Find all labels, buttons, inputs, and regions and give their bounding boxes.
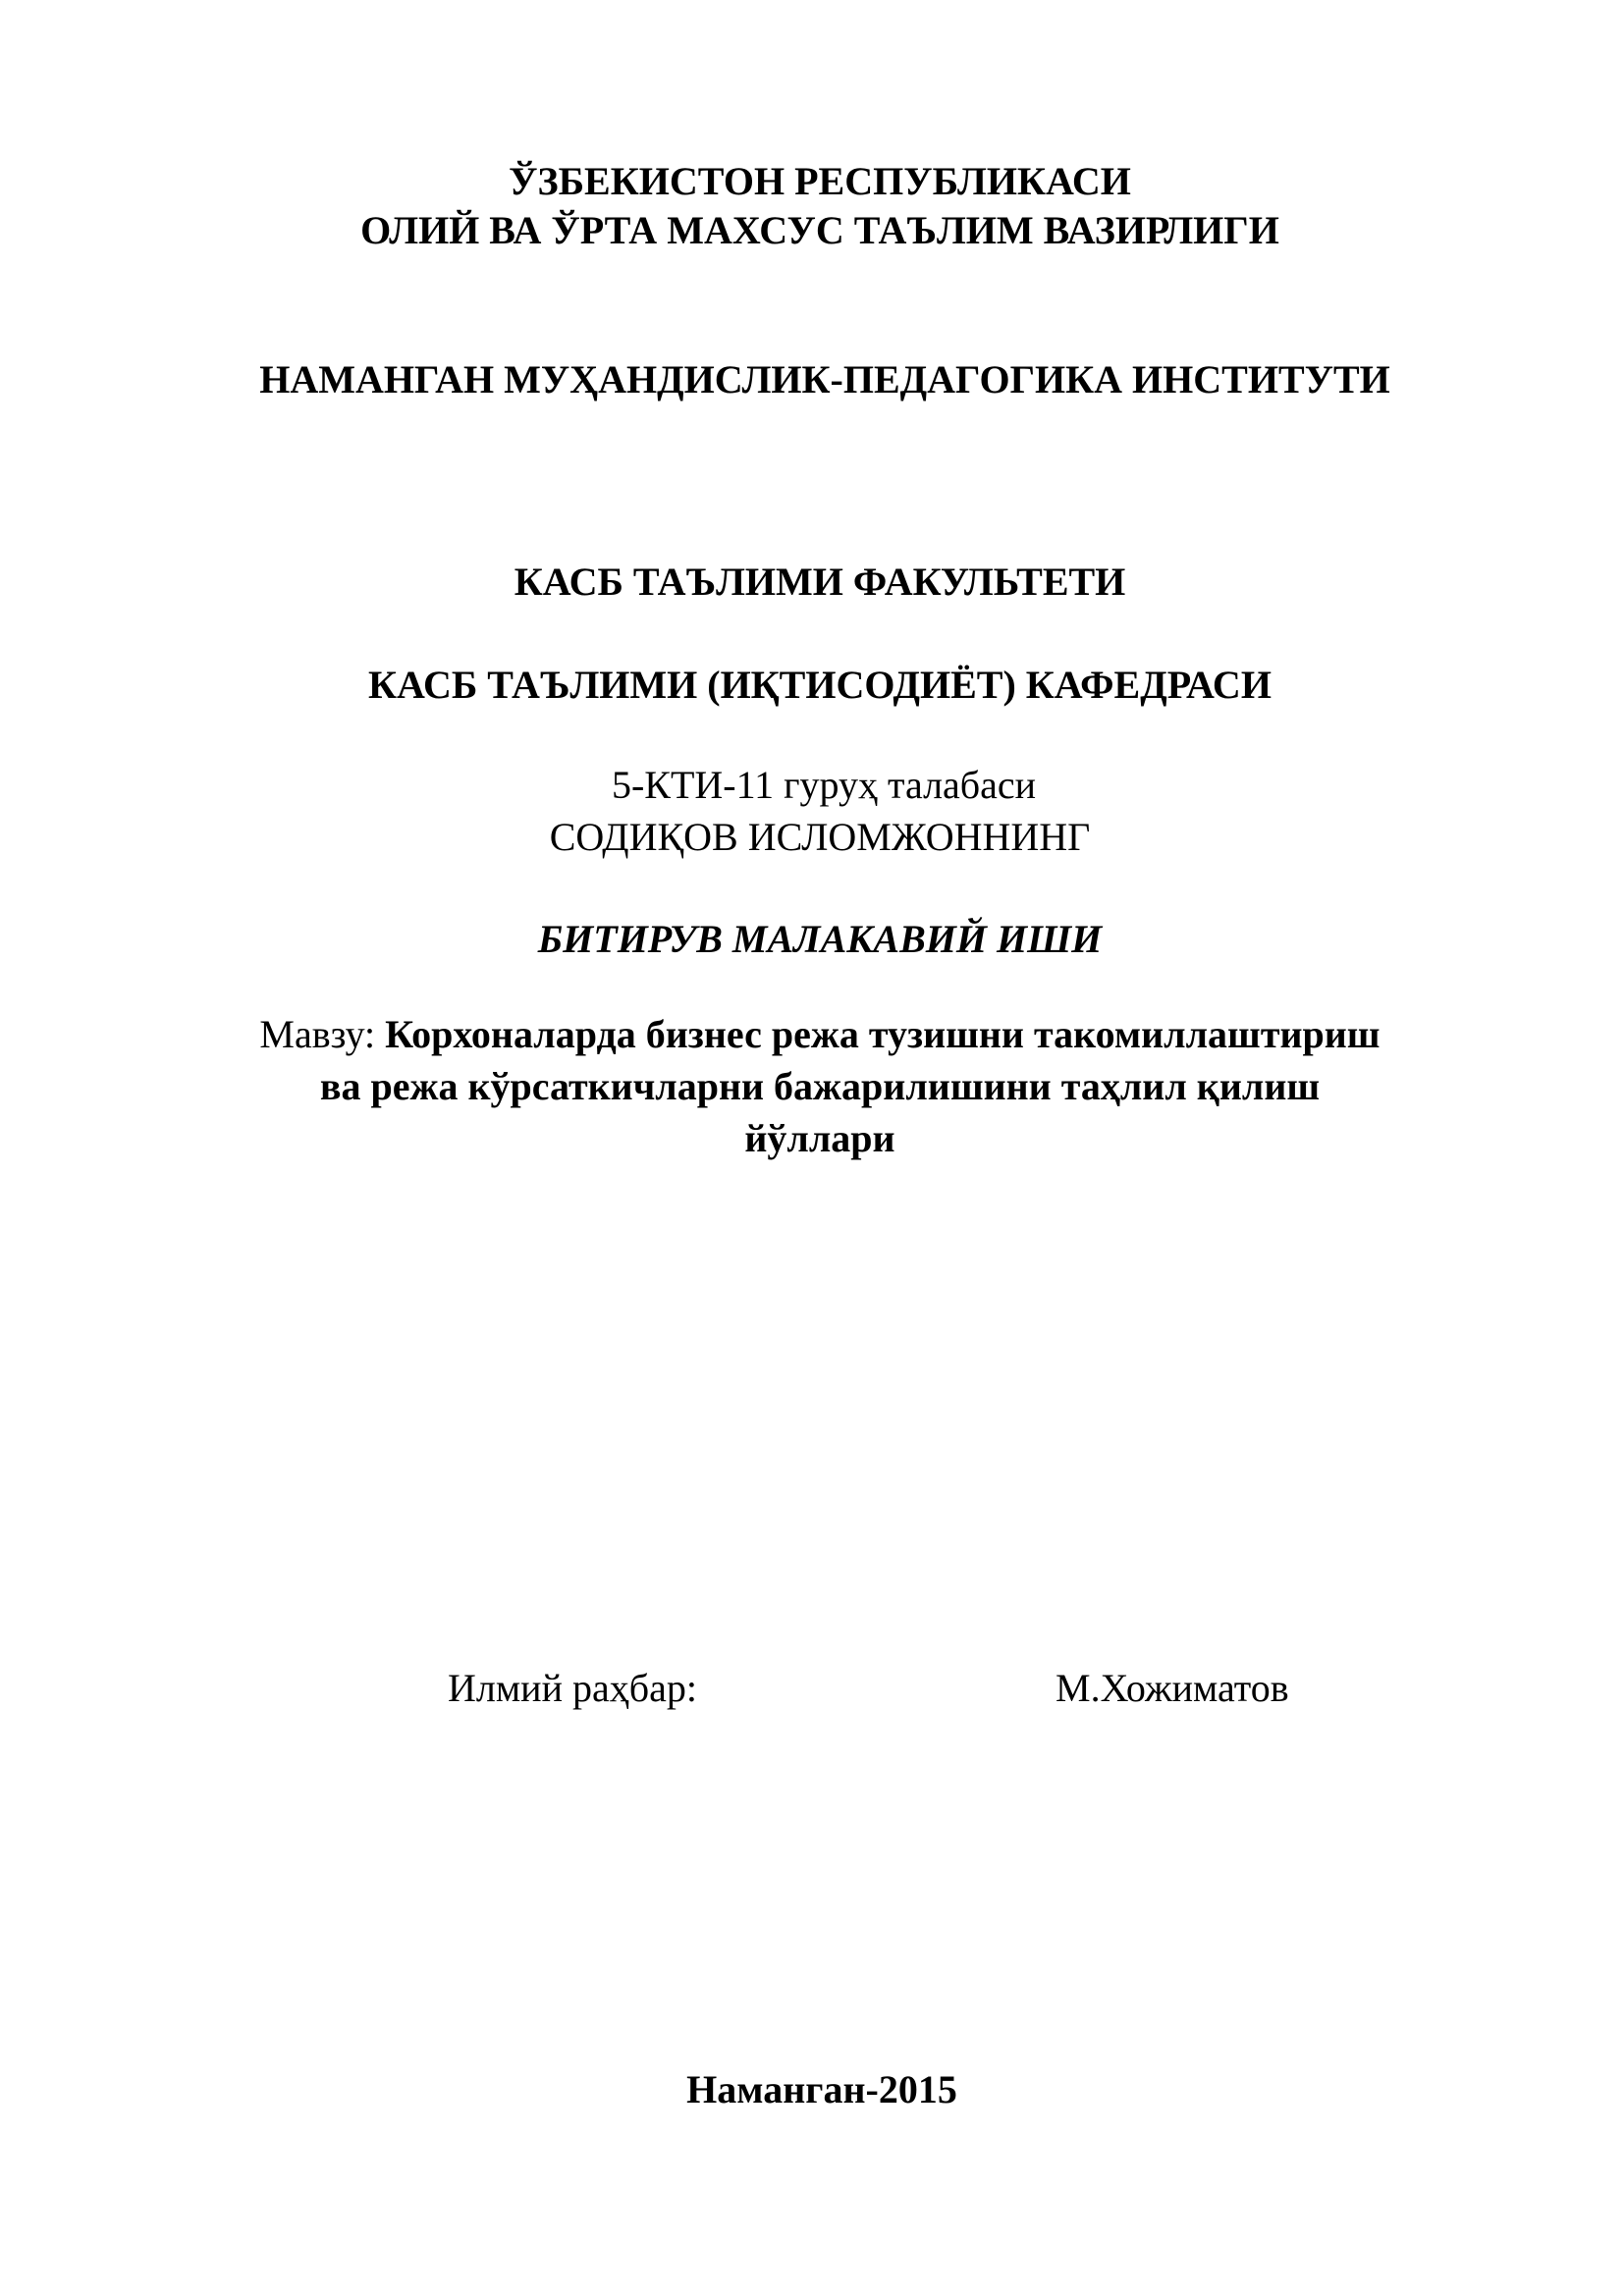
topic-line-1 — [8, 1010, 1624, 1059]
topic-text-2: ва режа кўрсаткичларни бажарилишини таҳлил қилиш — [319, 1064, 1321, 1108]
supervisor-name: М.Хожиматов — [1056, 1666, 1289, 1710]
supervisor-label: Илмий раҳбар: — [448, 1666, 697, 1710]
city-year: Наманган-2015 — [686, 2067, 957, 2111]
topic-text-1: Корхоналарда бизнес режа тузишни такомиллаштириш — [385, 1012, 1380, 1056]
ministry-heading-line2: ОЛИЙ ВА ЎРТА МАХСУС ТАЪЛИМ ВАЗИРЛИГИ — [360, 208, 1279, 252]
institute-name: НАМАНГАН МУҲАНДИСЛИК-ПЕДАГОГИКА ИНСТИТУТИ — [259, 357, 1390, 401]
faculty-name: КАСБ ТАЪЛИМИ ФАКУЛЬТЕТИ — [514, 560, 1126, 604]
student-name: СОДИҚОВ ИСЛОМЖОННИНГ — [549, 815, 1091, 859]
ministry-heading-line1: ЎЗБЕКИСТОН РЕСПУБЛИКАСИ — [509, 159, 1131, 203]
topic-text-3: йўллари — [744, 1116, 895, 1160]
student-group: 5-КТИ-11 гуруҳ талабаси — [611, 763, 1037, 807]
topic-label: Мавзу: — [259, 1012, 386, 1056]
work-type-title: БИТИРУВ МАЛАКАВИЙ ИШИ — [537, 917, 1103, 961]
department-name: КАСБ ТАЪЛИМИ (ИҚТИСОДИЁТ) КАФЕДРАСИ — [368, 663, 1272, 707]
